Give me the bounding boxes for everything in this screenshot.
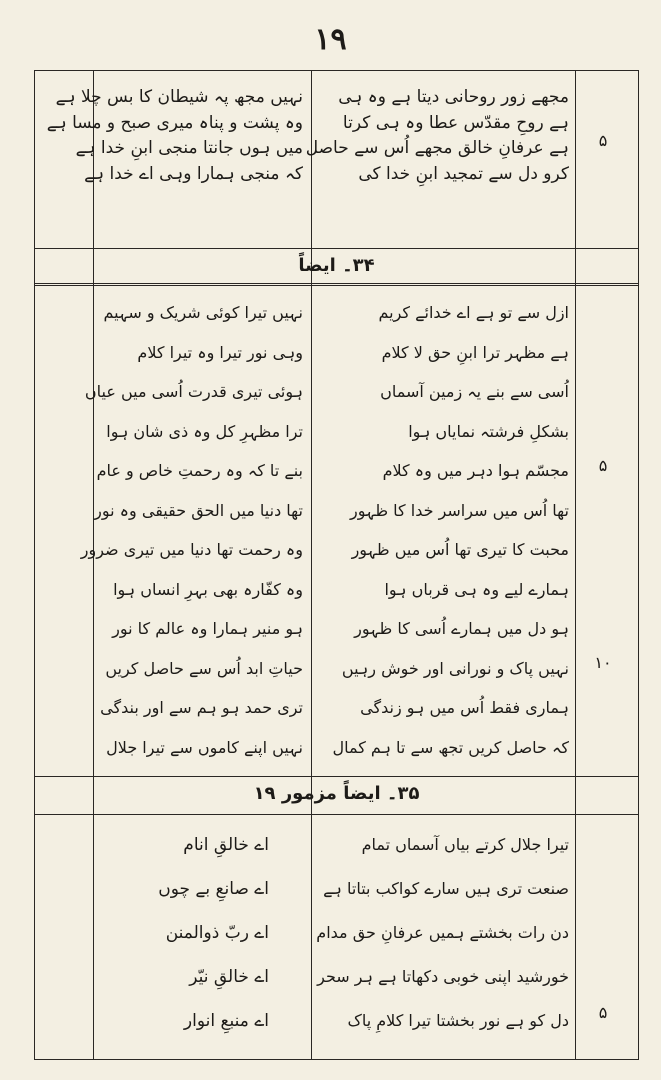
verse-line: دن رات بخشتے ہمیں عرفانِ حق مدام: [316, 923, 569, 942]
verse-line: کہ منجی ہمارا وہی اے خدا ہے: [84, 163, 303, 184]
line-number: ۵: [598, 131, 608, 150]
verse-line: ازل سے تو ہے اے خدائے کریم: [378, 303, 569, 322]
verse-line: ہے عرفانِ خالق مجھے اُس سے حاصل: [305, 138, 569, 158]
section-divider-1-top: [35, 248, 638, 249]
verse-line: کہ حاصل کریں تجھ سے تا ہم کمال: [332, 737, 569, 757]
section3-right-column: [316, 823, 569, 1043]
section2-right-column: [321, 293, 569, 767]
verse-line: نہیں مجھ پہ شیطان کا بس چلا ہے: [55, 87, 303, 107]
verse-line: ہمارے لیے وہ ہی قرباں ہوا: [384, 579, 569, 599]
section2-left-column: [80, 293, 303, 767]
section-divider-2-bottom: [35, 814, 638, 815]
verse-line: بنے تا کہ وہ رحمتِ خاص و عام: [96, 461, 303, 480]
verse-line: تھا اُس میں سراسر خدا کا ظہور: [349, 500, 569, 520]
verse-line: میں ہوں جانتا منجی ابنِ خدا ہے: [75, 138, 303, 158]
verse-line: ترا مظہرِ کل وہ ذی شان ہوا: [106, 421, 303, 441]
verse-line: وہ پشت و پناہ میری صبح و مسا ہے: [46, 112, 303, 133]
verse-line: ہے مظہر ترا ابنِ حق لا کلام: [381, 342, 569, 362]
verse-line: اے ربّ ذوالمنن: [165, 923, 269, 943]
verse-line: اے خالقِ نیّر: [189, 967, 269, 987]
section2-heading-bottom: [35, 285, 638, 286]
column-divider-middle: [311, 71, 312, 1059]
verse-line: نہیں پاک و نورانی اور خوش رہیں: [341, 658, 569, 678]
verse-line: نہیں تیرا کوئی شریک و سہیم: [103, 303, 303, 322]
line-number: ۵: [598, 456, 608, 475]
section1-left-column: [46, 85, 303, 187]
verse-line: محبت کا تیری تھا اُس میں ظہور: [351, 540, 569, 559]
verse-line: وہ رحمت تھا دنیا میں تیری ضرور: [80, 540, 303, 559]
section2-heading: ۳۴۔ ایضاً: [298, 255, 375, 276]
hymn-table: [34, 70, 639, 1060]
section3-left-column: [99, 823, 269, 1043]
page-number: ۱۹: [314, 22, 347, 57]
verse-line: اُسی سے بنے یہ زمین آسماں: [380, 382, 569, 401]
verse-line: تھا دنیا میں الحق حقیقی وہ نور: [94, 500, 303, 520]
section1-right-column: [305, 85, 569, 187]
verse-line: مجھے زور روحانی دیتا ہے وہ ہی: [338, 87, 569, 107]
section-divider-2-top: [35, 776, 638, 777]
verse-line: مجسّم ہوا دہر میں وہ کلام: [382, 461, 569, 480]
verse-line: حیاتِ ابد اُس سے حاصل کریں: [105, 658, 303, 678]
verse-line: خورشید اپنی خوبی دکھاتا ہے ہر سحر: [317, 967, 569, 986]
line-number: ۱۰: [594, 653, 612, 672]
verse-line: ہو منیر ہمارا وہ عالم کا نور: [112, 619, 303, 638]
verse-line: تیرا جلال کرتے بیاں آسماں تمام: [361, 835, 569, 854]
verse-line: بشکلِ فرشتہ نمایاں ہوا: [408, 421, 569, 441]
verse-line: وہ کفّارہ بھی بہرِ انساں ہوا: [113, 579, 303, 599]
verse-line: تری حمد ہو ہم سے اور بندگی: [100, 698, 303, 717]
verse-line: ہماری فقط اُس میں ہو زندگی: [360, 698, 569, 717]
verse-line: اے منبعِ انوار: [183, 1011, 269, 1031]
verse-line: نہیں اپنے کاموں سے تیرا جلال: [106, 737, 303, 757]
line-number: ۵: [598, 1003, 608, 1022]
verse-line: اے صانعِ بے چوں: [158, 879, 269, 899]
verse-line: اے خالقِ انام: [183, 835, 269, 855]
verse-line: ہے روحِ مقدّس عطا وہ ہی کرتا: [342, 112, 569, 133]
section-divider-1-bottom: [35, 283, 638, 284]
verse-line: ہوئی تیری قدرت اُسی میں عیاں: [84, 382, 303, 401]
verse-line: وہی نور تیرا وہ تیرا کلام: [137, 342, 303, 362]
verse-line: ہو دل میں ہمارے اُسی کا ظہور: [354, 619, 569, 638]
verse-line: دل کو ہے نور بخشتا تیرا کلامِ پاک: [347, 1011, 569, 1030]
verse-line: کرو دل سے تمجید ابنِ خدا کی: [358, 163, 569, 184]
column-divider-right: [575, 71, 576, 1059]
section3-heading: ۳۵۔ ایضاً مزمور ۱۹: [253, 783, 420, 804]
verse-line: صنعت تری ہیں سارے کواکب بتاتا ہے: [323, 879, 569, 898]
